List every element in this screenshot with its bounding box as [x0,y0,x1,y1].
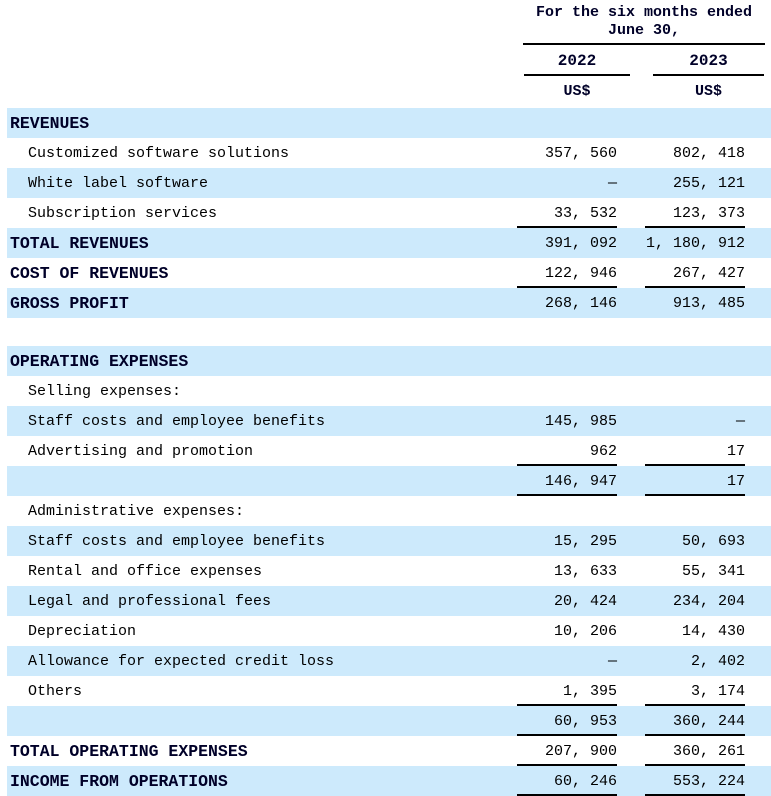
value-2022: 20, 424 [553,592,617,610]
row-label: Legal and professional fees [28,592,272,610]
cell-2022 [517,264,617,283]
cell-2022 [517,412,617,431]
table-row-rental-office [7,556,771,586]
value-2023: 360, 261 [645,742,745,761]
row-label: Subscription services [28,204,218,222]
value-2022: 146, 947 [517,472,617,491]
cell-2022 [517,144,617,163]
value-2023: — [735,412,745,430]
cell-2022 [517,772,617,791]
table-row-white-label [7,168,771,198]
table-row-subscription [7,198,771,228]
table-header [7,0,771,108]
value-2022: 357, 560 [544,144,617,162]
value-2022: 15, 295 [553,532,617,550]
value-2022: 60, 246 [517,772,617,791]
value-2022: 145, 985 [544,412,617,430]
header-padding [523,104,765,108]
column-gap [630,46,653,76]
value-2022: 962 [517,442,617,461]
row-label: Customized software solutions [28,144,290,162]
year-column-2023: 2023 [653,46,764,76]
year-header-row [523,46,765,76]
financial-statement [7,0,771,796]
cell-2023 [645,294,745,313]
table-row-operating-expenses-section [7,346,771,376]
year-column-2022: 2022 [524,46,630,76]
cell-2023 [645,652,745,671]
value-2023: 14, 430 [681,622,745,640]
value-2023: 360, 244 [645,712,745,731]
row-label: Staff costs and employee benefits [28,532,326,550]
cell-2022 [517,712,617,731]
value-2022: — [607,174,617,192]
table-row-selling-staff-costs [7,406,771,436]
column-gap [630,77,653,104]
value-2022: 207, 900 [517,742,617,761]
value-2023: 17 [645,472,745,491]
row-label: GROSS PROFIT [10,293,129,313]
period-header-block [523,0,765,108]
cell-2022 [517,592,617,611]
cell-2023 [645,742,745,761]
cell-2023 [645,592,745,611]
table-row-legal-professional [7,586,771,616]
value-2023: 1, 180, 912 [645,234,745,252]
value-2023: 50, 693 [681,532,745,550]
value-2022: 391, 092 [544,234,617,252]
cell-2023 [645,562,745,581]
value-2023: 553, 224 [645,772,745,791]
row-label: Advertising and promotion [28,442,254,460]
row-label: TOTAL OPERATING EXPENSES [10,741,248,761]
row-label: Depreciation [28,622,137,640]
table-row-administrative-expenses [7,496,771,526]
row-label: Administrative expenses: [28,502,245,520]
row-label: Rental and office expenses [28,562,263,580]
value-2023: 55, 341 [681,562,745,580]
value-2023: 234, 204 [672,592,745,610]
table-row-allowance-credit-loss [7,646,771,676]
value-2023: 255, 121 [672,174,745,192]
value-2022: 60, 953 [517,712,617,731]
row-label: Others [28,682,83,700]
table-row-total-operating-expenses [7,736,771,766]
value-2022: 10, 206 [553,622,617,640]
value-2023: 123, 373 [645,204,745,223]
table-row-selling-subtotal [7,466,771,496]
cell-2023 [645,682,745,701]
unit-header-row [523,77,765,104]
value-2023: 802, 418 [672,144,745,162]
value-2023: 17 [645,442,745,461]
value-2022: — [607,652,617,670]
table-row-depreciation [7,616,771,646]
table-row-others [7,676,771,706]
row-label: Selling expenses: [28,382,182,400]
cell-2023 [645,472,745,491]
cell-2023 [645,772,745,791]
cell-2022 [517,532,617,551]
unit-label-2022: US$ [563,83,591,100]
row-label: REVENUES [10,113,90,133]
row-label: Allowance for expected credit loss [28,652,335,670]
header-spacer [7,0,523,108]
value-2023: 3, 174 [645,682,745,701]
value-2023: 2, 402 [690,652,745,670]
period-title: For the six months ended June 30, [523,0,765,45]
table-row-cost-of-revenues [7,258,771,288]
table-row-customized-software [7,138,771,168]
table-row-revenues-section [7,108,771,138]
cell-2023 [645,712,745,731]
cell-2023 [645,412,745,431]
cell-2023 [645,144,745,163]
cell-2022 [517,652,617,671]
value-2022: 33, 532 [517,204,617,223]
cell-2023 [645,532,745,551]
row-label: OPERATING EXPENSES [10,351,189,371]
cell-2023 [645,264,745,283]
value-2023: 913, 485 [672,294,745,312]
cell-2022 [517,174,617,193]
cell-2022 [517,562,617,581]
cell-2023 [645,174,745,193]
cell-2022 [517,622,617,641]
table-row-total-revenues [7,228,771,258]
value-2022: 122, 946 [517,264,617,283]
unit-label-2023: US$ [694,83,722,100]
cell-2022 [517,742,617,761]
value-2022: 1, 395 [517,682,617,701]
cell-2022 [517,682,617,701]
table-row-admin-subtotal [7,706,771,736]
row-label: TOTAL REVENUES [10,233,149,253]
cell-2022 [517,204,617,223]
cell-2022 [517,294,617,313]
table-row-advertising [7,436,771,466]
cell-2023 [645,204,745,223]
row-label: INCOME FROM OPERATIONS [10,771,228,791]
row-label: White label software [28,174,209,192]
cell-2022 [517,442,617,461]
cell-2023 [645,442,745,461]
row-label: COST OF REVENUES [10,263,169,283]
table-row-admin-staff-costs [7,526,771,556]
table-row-income-from-operations [7,766,771,796]
cell-2022 [517,472,617,491]
cell-2023 [645,234,745,253]
section-gap [7,318,771,346]
table-row-selling-expenses [7,376,771,406]
value-2023: 267, 427 [645,264,745,283]
value-2022: 13, 633 [553,562,617,580]
cell-2023 [645,622,745,641]
row-label: Staff costs and employee benefits [28,412,326,430]
cell-2022 [517,234,617,253]
table-row-gross-profit [7,288,771,318]
value-2022: 268, 146 [544,294,617,312]
